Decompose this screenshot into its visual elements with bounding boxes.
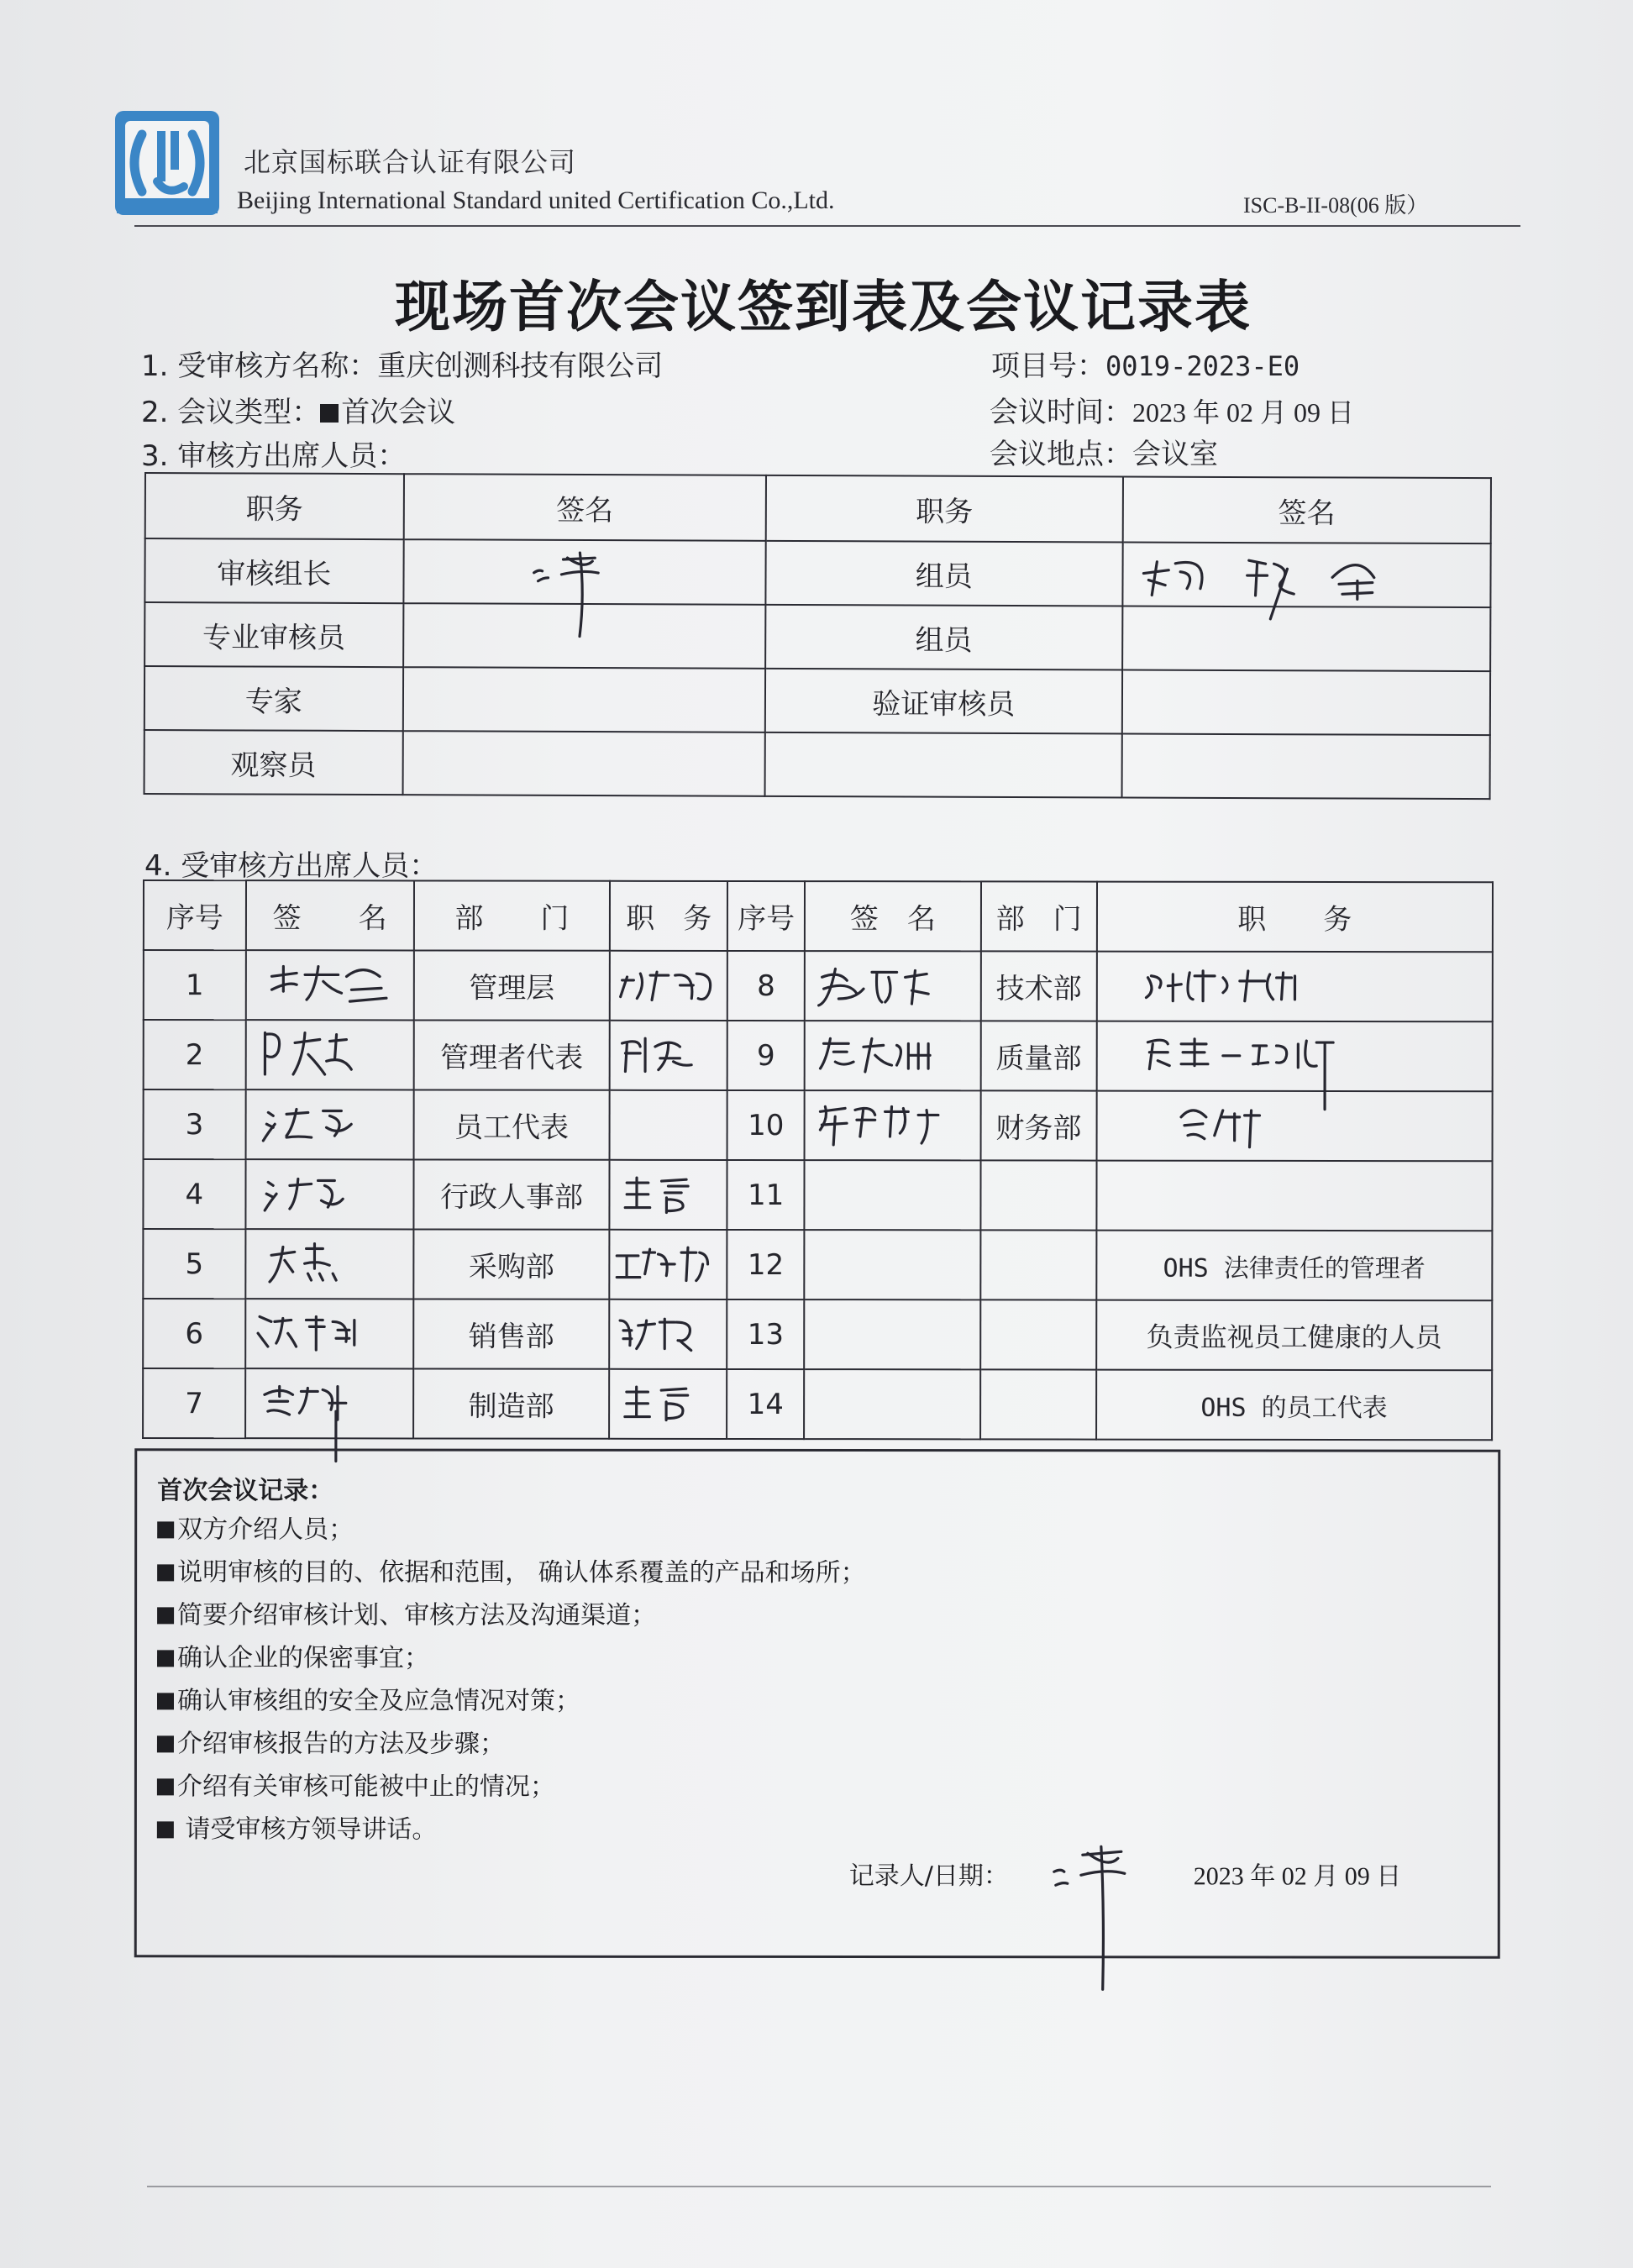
table-row <box>143 1229 1492 1300</box>
title-cell <box>1096 1021 1492 1092</box>
handwritten-signature <box>806 952 980 1020</box>
handwritten-title <box>611 1021 727 1089</box>
checked-box-icon <box>157 1607 174 1624</box>
table-row <box>144 538 1490 607</box>
department-cell: 财务部 <box>980 1090 1096 1160</box>
auditee-attendees-label: 4. 受审核方出席人员： <box>144 849 438 883</box>
handwritten-title <box>611 1300 727 1368</box>
handwritten-signature <box>806 1091 980 1159</box>
table-row <box>144 730 1490 799</box>
signature-cell <box>402 667 765 732</box>
department-cell: 管理层 <box>413 950 610 1020</box>
row-number: 12 <box>727 1230 805 1299</box>
role-cell: 专业审核员 <box>144 602 403 667</box>
meeting-time-value: 2023 年 02 月 09 日 <box>1132 397 1355 428</box>
header-divider <box>134 225 1520 227</box>
table-header-row <box>144 880 1493 952</box>
signature-cell <box>805 1090 981 1160</box>
department-cell: 制造部 <box>413 1368 610 1438</box>
company-name-en: Beijing International Standard united Certification Co.,Ltd. <box>237 186 835 214</box>
department-cell: 管理者代表 <box>413 1020 610 1089</box>
signature-cell <box>804 1230 980 1299</box>
checked-box-icon <box>320 404 339 423</box>
meeting-type-value: 首次会议 <box>341 396 456 429</box>
record-item <box>157 1808 438 1845</box>
footer-divider <box>147 2186 1491 2187</box>
role-cell: 验证审核员 <box>765 669 1122 734</box>
auditee-label: 1. 受审核方名称： <box>141 349 378 383</box>
department-cell <box>980 1160 1096 1230</box>
checked-box-icon <box>157 1735 174 1752</box>
record-item <box>157 1551 866 1588</box>
title-cell <box>610 1021 727 1090</box>
handwritten-signature <box>404 540 765 604</box>
role-cell: 组员 <box>765 541 1122 606</box>
table-row <box>143 1368 1492 1440</box>
project-line <box>991 343 1300 384</box>
meeting-place-label: 会议地点： <box>990 438 1132 471</box>
signature-cell <box>1122 542 1491 607</box>
handwritten-signature <box>246 1299 412 1368</box>
role-cell: 组员 <box>765 605 1122 670</box>
signature-cell <box>245 1089 413 1159</box>
record-item <box>157 1679 580 1716</box>
signature-cell <box>245 1159 413 1229</box>
project-label: 项目号： <box>991 349 1105 383</box>
record-date: 2023 年 02 月 09 日 <box>1193 1862 1402 1891</box>
row-number: 7 <box>143 1368 245 1438</box>
isc-logo-icon <box>113 109 221 217</box>
record-item <box>157 1722 505 1759</box>
attendee-table <box>142 879 1494 1441</box>
header-signature-1: 签名 <box>403 474 766 541</box>
signature-cell <box>805 1160 981 1230</box>
handwritten-signature <box>247 951 413 1019</box>
department-cell <box>980 1299 1096 1369</box>
department-cell <box>980 1230 1096 1299</box>
record-title: 首次会议记录： <box>157 1476 334 1506</box>
record-item <box>157 1765 555 1802</box>
record-item-text: 介绍有关审核可能被中止的情况； <box>176 1772 555 1802</box>
header-no: 序号 <box>727 881 805 951</box>
row-number: 13 <box>727 1299 804 1369</box>
record-item <box>157 1593 656 1631</box>
header-title: 职 务 <box>1097 882 1493 953</box>
header-signature-2: 签名 <box>1122 476 1491 543</box>
table-row <box>144 666 1490 735</box>
header-department: 部 门 <box>414 880 611 950</box>
record-item-text: 简要介绍审核计划、审核方法及沟通渠道； <box>177 1600 657 1630</box>
department-cell: 员工代表 <box>413 1089 610 1159</box>
handwritten-signature <box>246 1230 412 1298</box>
role-cell: 观察员 <box>144 730 403 795</box>
title-cell: 负责监视员工健康的人员 <box>1096 1300 1492 1371</box>
title-cell <box>1096 1161 1492 1231</box>
checked-box-icon <box>157 1778 174 1795</box>
meeting-place-line <box>990 431 1218 472</box>
role-cell: 审核组长 <box>144 538 403 603</box>
title-cell: OHS 法律责任的管理者 <box>1096 1231 1492 1301</box>
meeting-record-box <box>134 1448 1501 1958</box>
handwritten-title <box>1097 953 1491 1021</box>
checked-box-icon <box>157 1650 174 1667</box>
handwritten-signature <box>246 1160 412 1228</box>
department-cell: 技术部 <box>981 951 1097 1021</box>
signature-cell <box>1121 669 1490 735</box>
signature-cell <box>402 731 765 796</box>
title-cell <box>610 1299 727 1369</box>
department-cell: 采购部 <box>413 1229 610 1299</box>
header-role-2: 职务 <box>766 475 1123 543</box>
row-number: 1 <box>144 950 246 1020</box>
handwritten-signature <box>1123 543 1490 606</box>
department-cell <box>980 1369 1096 1439</box>
handwritten-signature <box>246 1090 412 1158</box>
row-number: 3 <box>144 1089 246 1159</box>
row-number: 10 <box>727 1090 805 1160</box>
company-name-cn: 北京国标联合认证有限公司 <box>244 146 577 178</box>
department-cell: 行政人事部 <box>413 1159 610 1229</box>
header-no: 序号 <box>144 880 246 950</box>
signature-cell <box>805 951 981 1021</box>
header-department: 部 门 <box>981 881 1097 951</box>
signature-cell <box>245 1368 413 1438</box>
signature-cell <box>403 603 766 669</box>
header-signature: 签 名 <box>805 881 981 951</box>
title-cell <box>609 1369 727 1439</box>
title-cell <box>1096 952 1492 1022</box>
record-item <box>157 1636 429 1673</box>
handwritten-title <box>610 1370 726 1438</box>
row-number: 2 <box>144 1020 246 1089</box>
signature-cell <box>245 1020 413 1089</box>
record-item-text: 请受审核方领导讲话。 <box>176 1814 438 1845</box>
signature-cell <box>1121 733 1490 799</box>
meeting-type-label: 2. 会议类型： <box>141 396 321 429</box>
signature-cell <box>804 1299 980 1369</box>
table-row <box>144 950 1493 1021</box>
row-number: 4 <box>143 1159 245 1229</box>
signature-cell <box>246 950 414 1020</box>
header-role-1: 职务 <box>145 473 404 539</box>
checked-box-icon <box>157 1564 174 1581</box>
auditee-line <box>141 343 663 384</box>
handwritten-title <box>1097 1022 1491 1091</box>
row-number: 14 <box>727 1369 804 1439</box>
handwritten-title <box>611 1231 727 1299</box>
audit-team-table <box>144 472 1492 800</box>
handwritten-title <box>1097 1092 1491 1161</box>
table-row <box>144 602 1490 671</box>
record-item-text: 双方介绍人员； <box>177 1515 354 1545</box>
role-cell <box>765 732 1122 798</box>
table-row <box>143 1299 1492 1370</box>
checked-box-icon <box>157 1521 174 1538</box>
department-cell: 销售部 <box>413 1299 610 1368</box>
table-row <box>143 1159 1492 1231</box>
handwritten-title <box>611 952 727 1020</box>
header-title: 职 务 <box>610 881 727 951</box>
handwritten-title <box>611 1161 727 1229</box>
signature-cell <box>805 1021 981 1090</box>
audit-attendees-label: 3. 审核方出席人员： <box>141 439 407 473</box>
title-cell <box>610 951 727 1021</box>
row-number: 5 <box>143 1229 245 1299</box>
title-cell <box>610 1230 727 1299</box>
record-item-text: 说明审核的目的、依据和范围， 确认体系覆盖的产品和场所； <box>177 1557 866 1588</box>
record-item <box>157 1508 354 1545</box>
title-cell: OHS 的员工代表 <box>1096 1370 1492 1441</box>
meeting-time-label: 会议时间： <box>990 396 1132 429</box>
table-row <box>144 1089 1493 1161</box>
project-value: 0019-2023-E0 <box>1105 350 1300 382</box>
header-signature: 签 名 <box>246 880 414 950</box>
table-row <box>144 1020 1493 1091</box>
handwritten-signature <box>246 1369 412 1437</box>
record-item-text: 确认审核组的安全及应急情况对策； <box>176 1686 581 1716</box>
handwritten-signature <box>246 1021 412 1089</box>
document-title: 现场首次会议签到表及会议记录表 <box>395 275 1252 339</box>
record-item-text: 介绍审核报告的方法及步骤； <box>176 1729 505 1759</box>
signature-cell <box>1122 606 1491 671</box>
document-code: ISC-B-II-08(06 版） <box>1243 193 1429 218</box>
title-cell <box>1096 1091 1492 1162</box>
title-cell <box>610 1160 727 1230</box>
row-number: 9 <box>727 1021 805 1090</box>
signature-cell <box>403 539 766 605</box>
signature-cell <box>804 1369 980 1439</box>
checked-box-icon <box>157 1693 174 1709</box>
role-cell: 专家 <box>144 666 403 731</box>
auditee-value: 重庆创测科技有限公司 <box>377 349 664 383</box>
meeting-place-value: 会议室 <box>1132 438 1218 471</box>
checked-box-icon <box>157 1821 174 1838</box>
row-number: 6 <box>143 1299 245 1368</box>
row-number: 11 <box>727 1160 805 1230</box>
table-header-row <box>145 473 1491 543</box>
meeting-time-line <box>990 389 1354 430</box>
row-number: 8 <box>727 951 805 1021</box>
recorder-label: 记录人/日期： <box>848 1861 1009 1892</box>
recorder-signature <box>1046 1838 1163 1981</box>
signature-cell <box>245 1299 413 1368</box>
signature-cell <box>245 1229 413 1299</box>
title-cell <box>610 1090 727 1160</box>
handwritten-signature <box>806 1021 980 1089</box>
department-cell: 质量部 <box>980 1021 1096 1090</box>
meeting-type-line <box>141 389 455 430</box>
record-item-text: 确认企业的保密事宜； <box>177 1643 430 1673</box>
